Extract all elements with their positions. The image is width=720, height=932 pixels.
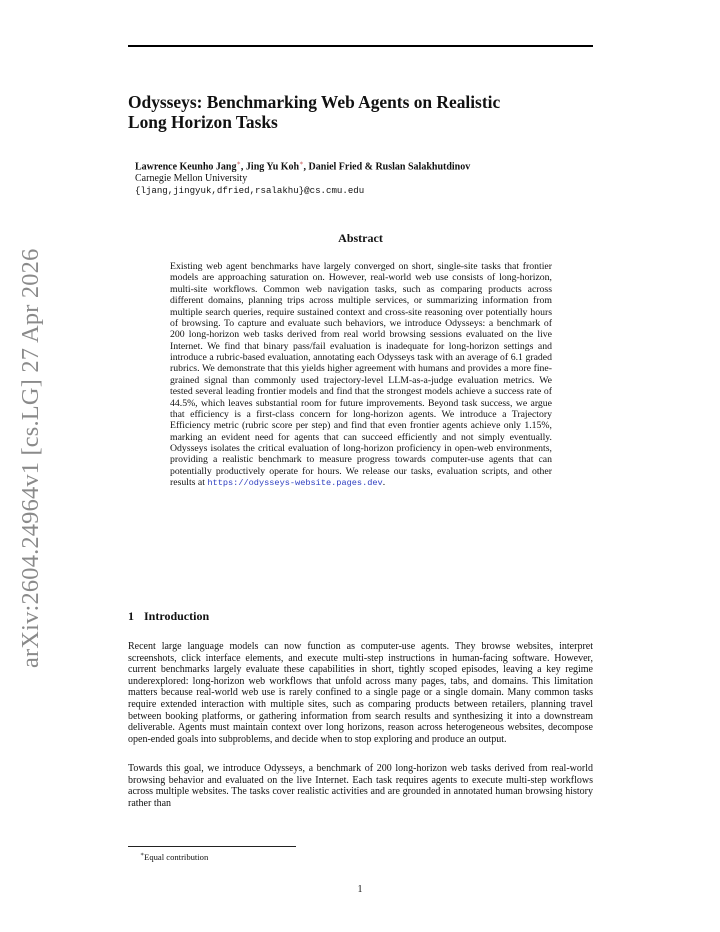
top-rule xyxy=(128,45,593,47)
title-line-1: Odysseys: Benchmarking Web Agents on Realistic xyxy=(128,92,501,112)
footnote-mark: ∗ xyxy=(140,852,145,858)
footnote xyxy=(140,851,208,862)
project-website-link[interactable]: https://odysseys-website.pages.dev xyxy=(207,478,383,489)
section-title: Introduction xyxy=(144,609,210,623)
equal-contribution-mark: ∗ xyxy=(299,160,304,167)
footnote-text: Equal contribution xyxy=(144,851,209,862)
author-3: Daniel Fried & Ruslan Salakhutdinov xyxy=(308,161,471,173)
intro-paragraph-2: Towards this goal, we introduce Odysseys, a benchmark of 200 long-horizon web tasks derived from real-world browsing behavior and evaluated on the live Internet. Each task requires agents to execute multi-step workflows across multiple websites. The tasks cover realistic activities and are grounded in annotated human browsing history rather than xyxy=(128,763,593,809)
title-line-2: Long Horizon Tasks xyxy=(128,112,278,132)
author-1: Lawrence Keunho Jang xyxy=(135,161,237,173)
affiliation: Carnegie Mellon University xyxy=(135,173,248,185)
arxiv-identifier: arXiv:2604.24964v1 [cs.LG] 27 Apr 2026 xyxy=(17,248,44,668)
author-2: Jing Yu Koh xyxy=(245,161,300,173)
equal-contribution-mark: ∗ xyxy=(236,160,241,167)
section-number: 1 xyxy=(128,609,134,623)
footnote-rule xyxy=(128,846,296,847)
abstract-heading: Abstract xyxy=(338,231,383,245)
author-block xyxy=(135,158,595,197)
section-heading-introduction xyxy=(128,609,593,624)
abstract-body xyxy=(170,261,552,490)
author-separator: , xyxy=(303,161,309,173)
author-names xyxy=(135,158,595,173)
author-separator: , xyxy=(240,161,246,173)
page-number: 1 xyxy=(357,884,363,895)
abstract-tail: . xyxy=(382,477,386,489)
author-emails: {ljang,jingyuk,dfried,rsalakhu}@cs.cmu.edu xyxy=(135,185,365,197)
paper-title xyxy=(128,92,598,132)
abstract-text: Existing web agent benchmarks have largely converged on short, single-site tasks that frontier models are approaching saturation on. However, real-world web use consists of long-horizon, multi-site workflows. Common web navigation tasks, such as comparing products across different domains, planning trips across multiple services, or summarizing information from multiple search queries, require sustained context and cross-site reasoning over potentially hours of browsing. To capture and evaluate such behaviors, we introduce Odysseys: a benchmark of 200 long-horizon web tasks derived from real world browsing sessions evaluated on the live Internet. We find that binary pass/fail evaluation is inadequate for long-horizon settings and introduce a rubric-based evaluation, annotating each Odysseys task with an average of 6.1 graded rubrics. We demonstrate that this yields higher agreement with humans and provides a more fine-grained signal than commonly used trajectory-level LLM-as-a-judge evaluation metrics. We tested several leading frontier models and find that the strongest models achieve a success rate of 44.5%, which leaves substantial room for future improvements. Beyond task success, we argue that efficiency is a first-class concern for long-horizon agents. We introduce a Trajectory Efficiency metric (rubric score per step) and find that even frontier agents achieve only 1.15%, marking an evident need for agents that can succeed efficiently and not simply eventually. Odysseys isolates the critical evaluation of long-horizon proficiency in open-web environments, providing a realistic benchmark to measure progress towards computer-use agents that can potentially productively operate for hours. We release our tasks, evaluation scripts, and other results at xyxy=(170,261,552,489)
intro-paragraph-1: Recent large language models can now function as computer-use agents. They browse websites, interpret screenshots, click interface elements, and execute multi-step instructions in human-facing software. However, current benchmarks largely evaluate these capabilities in short, tightly scoped episodes, leaving a key regime underexplored: long-horizon web workflows that unfold across many pages, tabs, and domains. This limitation matters because real-world web use is rarely confined to a single page or a single domain. Many common tasks require extended interaction with multiple sites, such as comparing products between retailers, planning travel between booking platforms, or gathering information from search results and synthesizing it into a downstream deliverable. Agents must maintain context over long horizons, reason across heterogeneous websites, decompose open-ended goals into subproblems, and decide when to stop exploring and produce an output. xyxy=(128,641,593,745)
